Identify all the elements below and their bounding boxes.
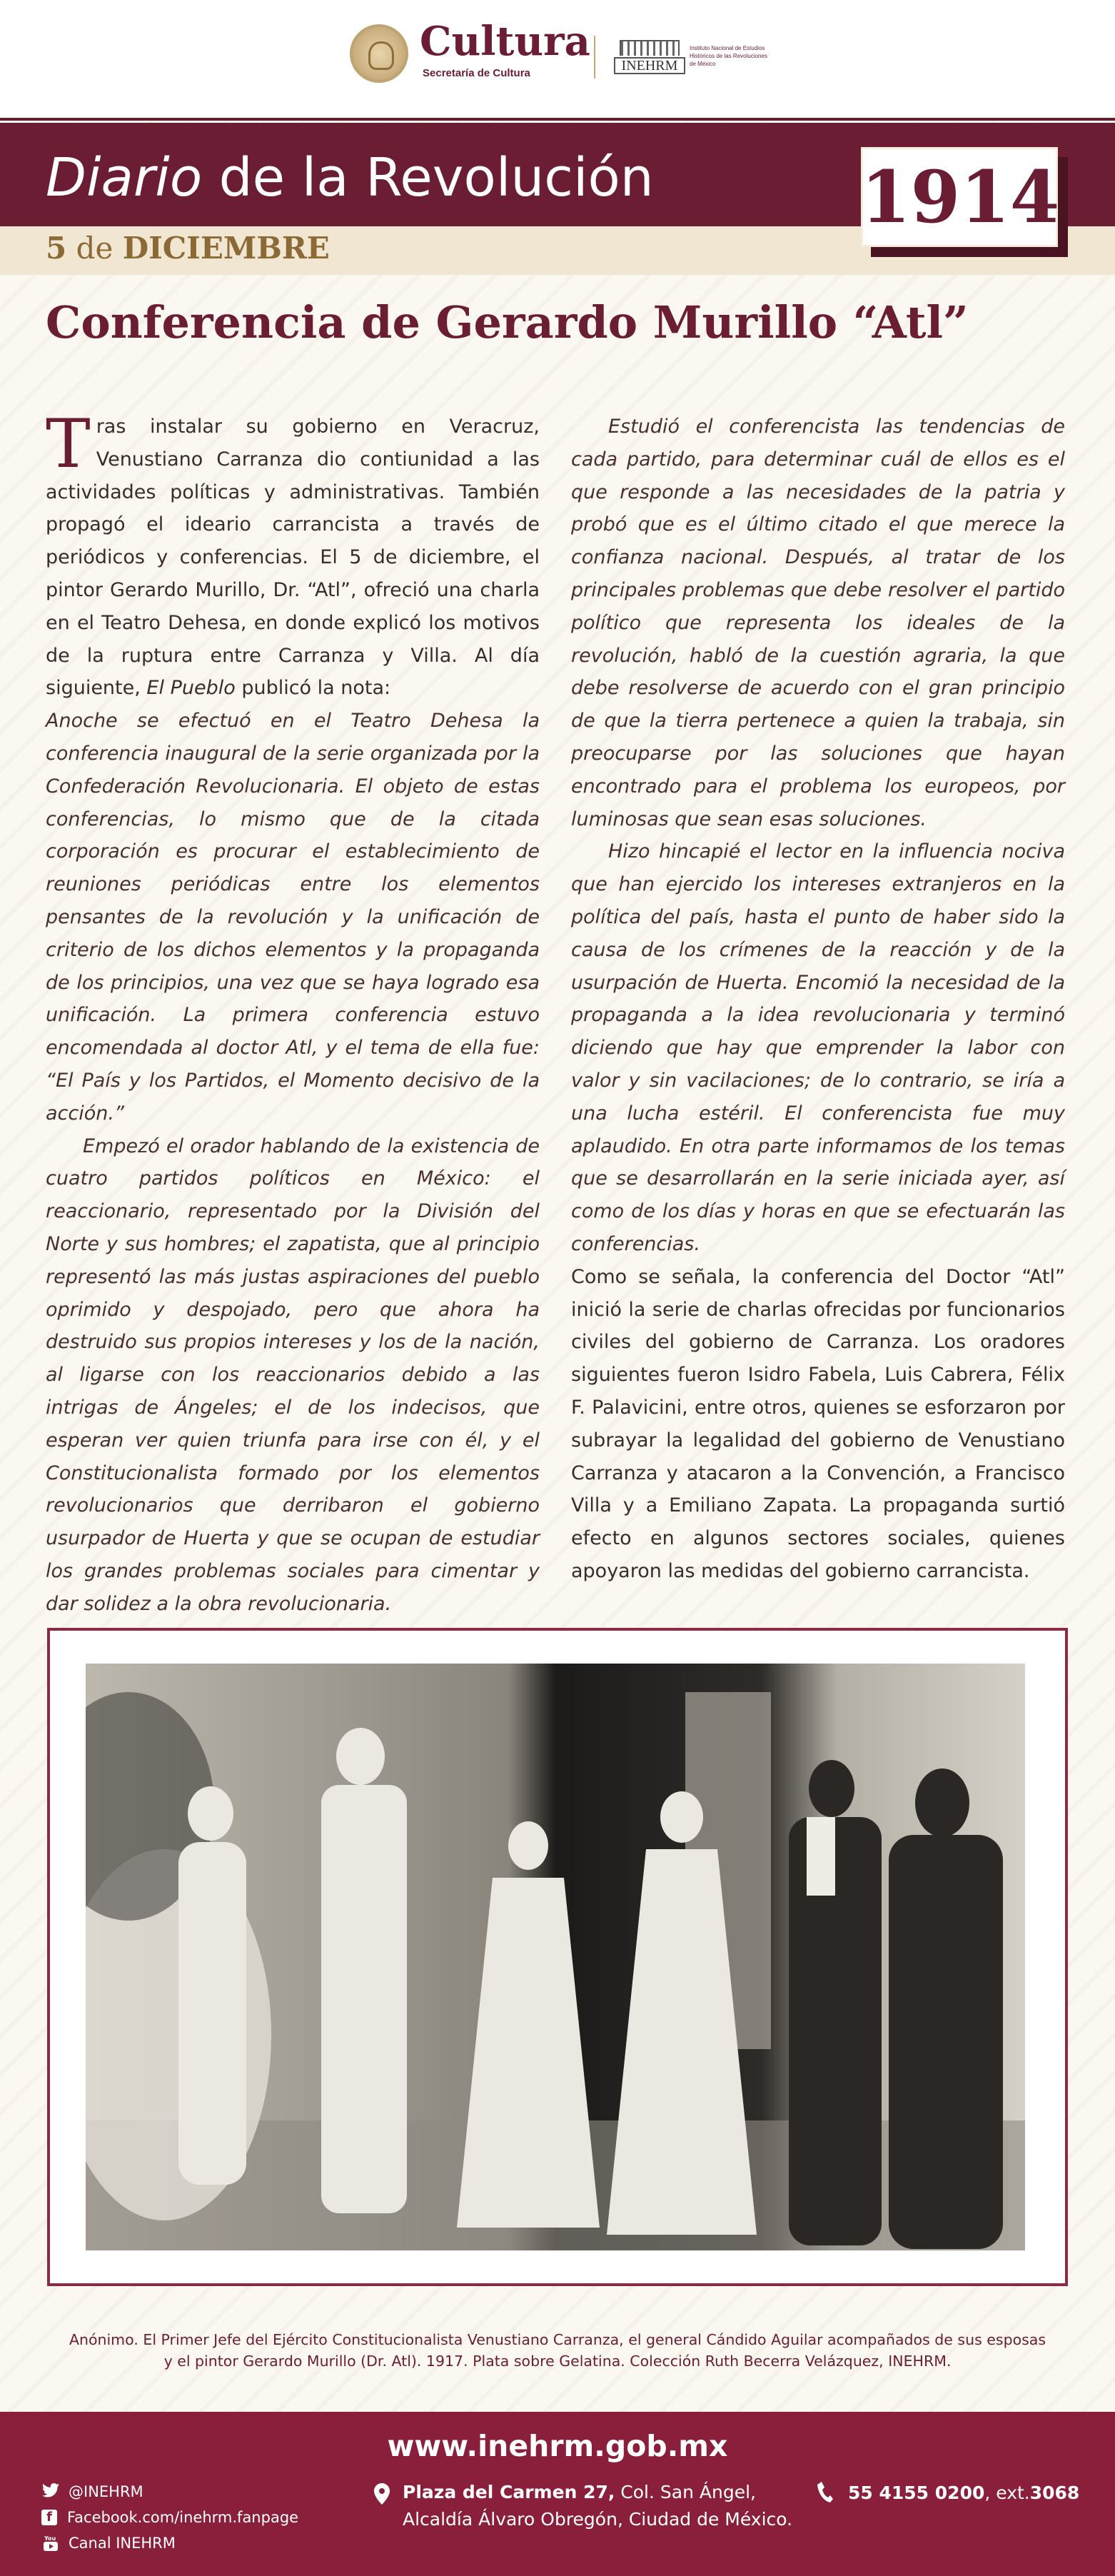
- website-link[interactable]: www.inehrm.gob.mx: [387, 2429, 728, 2463]
- address-street: Plaza del Carmen 27,: [403, 2482, 615, 2502]
- address-block: [403, 2479, 792, 2533]
- phone-block[interactable]: [817, 2482, 1079, 2503]
- inehrm-wordmark: INEHRM: [614, 57, 685, 74]
- caption-line-1: Anónimo. El Primer Jefe del Ejército Constitucionalista Venustiano Carranza, el general Cándido Aguilar acompañados de sus esposas: [69, 2331, 1046, 2348]
- facebook-link[interactable]: [41, 2505, 298, 2530]
- inehrm-logo: [614, 40, 685, 74]
- caption-line-2: y el pintor Gerardo Murillo (Dr. Atl). 1917. Plata sobre Gelatina. Colección Ruth Becerra Velázquez, INEHRM.: [163, 2353, 952, 2370]
- youtube-channel: Canal INEHRM: [69, 2535, 176, 2552]
- mexico-seal-icon: [350, 24, 408, 83]
- diary-title-italic: Diario: [46, 147, 203, 208]
- location-pin-icon: [374, 2483, 390, 2505]
- newspaper-name: El Pueblo: [146, 677, 236, 700]
- logo-divider: [594, 36, 595, 79]
- phone-number: 55 4155 0200: [848, 2482, 985, 2503]
- inehrm-description: Instituto Nacional de Estudios Históricos de las Revoluciones de México: [690, 45, 767, 67]
- quote-paragraph-2: Empezó el orador hablando de la existencia de cuatro partidos políticos en México: el reaccionario, representado por la División del Norte y sus hombres; el zapatista, que al principio representó las más justas aspiraciones del pueblo oprimido y despojado, pero que ahora ha destruido sus propios intereses y los de la nación, al ligarse con los reaccionarios debido a las intrigas de Ángeles; el de los indecisos, que esperan ver quien triunfa para irse con él, y el Constitucionalista formado por los elementos revolucionarios que derribaron el gobierno usurpador de Huerta y que se ocupan de estudiar los grandes problemas sociales para cimentar y dar solidez a la obra revolucionaria.: [46, 1134, 540, 1615]
- facebook-url: Facebook.com/inehrm.fanpage: [67, 2509, 299, 2526]
- phone-extension: 3068: [1029, 2482, 1080, 2503]
- youtube-icon: [41, 2535, 60, 2552]
- twitter-link[interactable]: [41, 2479, 298, 2505]
- banner-top-rule: [0, 118, 1115, 121]
- youtube-link[interactable]: [41, 2530, 298, 2556]
- phone-icon: [817, 2482, 834, 2503]
- address-line-1: [403, 2479, 792, 2506]
- article-column-left: [46, 406, 540, 1620]
- closing-paragraph: Como se señala, la conferencia del Doctor “Atl” inició la serie de charlas ofrecidas por funcionarios civiles del gobierno de Carranza. Los oradores siguientes fueron Isidro Fabela, Luis Cabrera, Félix F. Palavicini, entre otros, quienes se esforzaron por subrayar la legalidad del gobierno de Venustiano Carranza y atacaron a la Convención, a Francisco Villa y a Emiliano Zapata. La propaganda surtió efecto en algunos sectores sociales, quienes apoyaron las medidas del gobierno carrancista.: [571, 1265, 1065, 1582]
- date-day: 5: [46, 231, 67, 266]
- article-column-right: [571, 411, 1065, 1588]
- twitter-icon: [41, 2483, 60, 2500]
- brand-title: Cultura: [420, 18, 590, 65]
- brand-subtitle: Secretaría de Cultura: [423, 67, 530, 79]
- address-line-2: Alcaldía Álvaro Obregón, Ciudad de México.: [403, 2509, 793, 2530]
- photo-illustration: [86, 1664, 1025, 2250]
- diary-title: [46, 147, 654, 208]
- twitter-handle: @INEHRM: [69, 2483, 143, 2500]
- intro-paragraph: [46, 406, 540, 705]
- date-label: [46, 231, 330, 266]
- svg-text:You: You: [44, 2535, 56, 2542]
- facebook-icon: f: [41, 2510, 57, 2525]
- quote-paragraph-3: Estudió el conferencista las tendencias de cada partido, para determinar cuál de ellos es el que responde a las necesidades de la patria y probó que es el último citado el que merece la confianza nacional. Después, al tratar de los principales problemas que debe resolver el partido político que representa los ideales de la revolución, habló de la cuestión agraria, la que debe resolverse de acuerdo con el gran principio de que la tierra pertenece a quien la trabaja, sin preocuparse por las soluciones que hayan encontrado para el problema los europeos, por luminosas que sean esas soluciones.: [571, 416, 1065, 830]
- building-icon: [620, 40, 680, 56]
- intro-text-b: publicó la nota:: [235, 677, 391, 700]
- date-de: de: [66, 231, 123, 266]
- quote-paragraph-4: Hizo hincapié el lector en la influencia nociva que han ejercido los intereses extranjeros en la política del país, hasta el punto de haber sido la causa de los crímenes de la reacción y de la usurpación de Huerta. Encomió la necesidad de la propaganda a la idea revolucionaria y terminó diciendo que hay que emprender la labor con valor y sin vacilaciones; de lo contrario, se iría a una lucha estéril. El conferencista fue muy aplaudido. En otra parte informamos de los temas que se desarrollarán en la serie iniciada ayer, así como de los días y horas en que se efectuarán las conferencias.: [571, 840, 1065, 1255]
- address-colonia: Col. San Ángel,: [615, 2482, 756, 2502]
- historical-photo: [86, 1664, 1025, 2250]
- year-label: 1914: [861, 155, 1060, 239]
- date-month: DICIEMBRE: [122, 231, 330, 266]
- article-title: Conferencia de Gerardo Murillo “Atl”: [46, 296, 969, 348]
- drop-cap: T: [46, 406, 91, 483]
- diary-title-rest: de la Revolución: [202, 147, 654, 208]
- social-links: [41, 2479, 298, 2556]
- quote-paragraph-1: Anoche se efectuó en el Teatro Dehesa la conferencia inaugural de la serie organizada por la Confederación Revolucionaria. El objeto de estas conferencias, lo mismo que de la citada corporación es procurar el establecimiento de reuniones periódicas entre los elementos pensantes de la revolución y la unificación de criterio de los dichos elementos y la propaganda de los principios, una vez que se haya logrado esa unificación. La primera conferencia estuvo encomendada al doctor Atl, y el tema de ella fue: “El País y los Partidos, el Momento decisivo de la acción.”: [46, 710, 540, 1125]
- intro-text-a: ras instalar su gobierno en Veracruz, Venustiano Carranza dio contiunidad a las actividades políticas y administrativas. También propagó el ideario carrancista a través de periódicos y conferencias. El 5 de diciembre, el pintor Gerardo Murillo, Dr. “Atl”, ofreció una charla en el Teatro Dehesa, en donde explicó los motivos de la ruptura entre Carranza y Villa. Al día siguiente,: [46, 416, 540, 700]
- photo-caption: [43, 2329, 1072, 2372]
- phone-ext-label: , ext.: [984, 2482, 1030, 2503]
